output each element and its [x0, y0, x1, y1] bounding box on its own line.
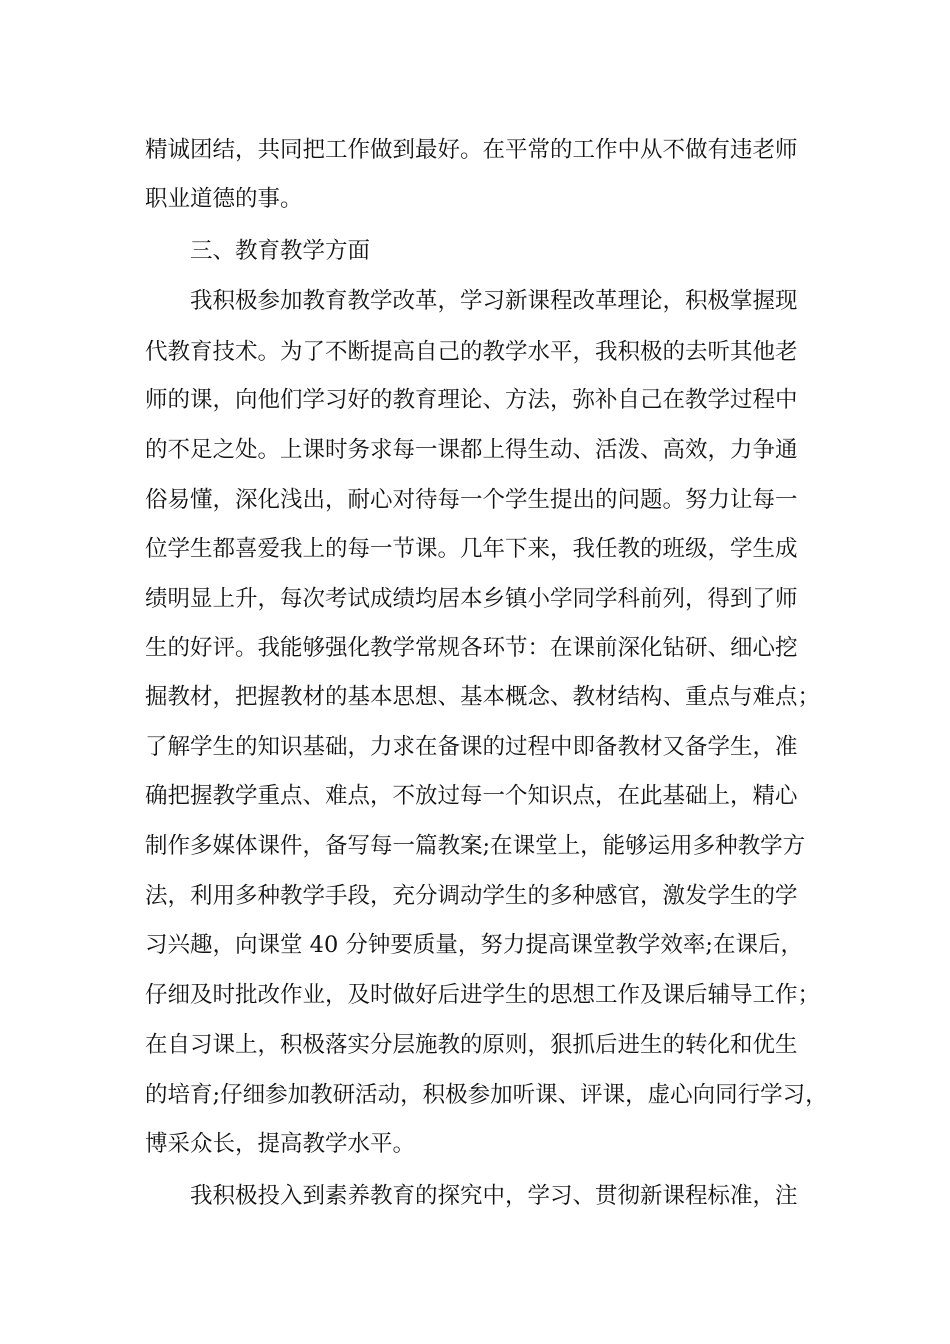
text-line: 了解学生的知识基础，力求在备课的过程中即备教材又备学生，准: [145, 734, 798, 760]
text-line: 师的课，向他们学习好的教育理论、方法，弥补自己在教学过程中: [145, 387, 798, 413]
text-line: 掘教材，把握教材的基本思想、基本概念、教材结构、重点与难点；: [145, 684, 821, 710]
text-line: 生的好评。我能够强化教学常规各环节：在课前深化钻研、细心挖: [145, 635, 798, 661]
text-line: 的培育;仔细参加教研活动，积极参加听课、评课，虚心向同行学习，: [145, 1082, 828, 1108]
text-line: 我积极投入到素养教育的探究中，学习、贯彻新课程标准，注: [190, 1183, 798, 1209]
text-line: 位学生都喜爱我上的每一节课。几年下来，我任教的班级，学生成: [145, 536, 798, 562]
text-line: 在自习课上，积极落实分层施教的原则，狠抓后进生的转化和优生: [145, 1032, 798, 1058]
text-line: 法，利用多种教学手段，充分调动学生的多种感官，激发学生的学: [145, 883, 798, 909]
text-line: 习兴趣，向课堂 40 分钟要质量，努力提高课堂教学效率;在课后，: [145, 932, 804, 958]
text-line: 俗易懂，深化浅出，耐心对待每一个学生提出的问题。努力让每一: [145, 487, 798, 513]
text-line: 职业道德的事。: [145, 186, 303, 212]
text-line: 制作多媒体课件，备写每一篇教案;在课堂上，能够运用多种教学方: [145, 833, 806, 859]
text-line: 的不足之处。上课时务求每一课都上得生动、活泼、高效，力争通: [145, 437, 798, 463]
section-heading: 三、教育教学方面: [190, 238, 371, 264]
text-line: 仔细及时批改作业，及时做好后进学生的思想工作及课后辅导工作；: [145, 982, 821, 1008]
text-line: 精诚团结，共同把工作做到最好。在平常的工作中从不做有违老师: [145, 137, 798, 163]
text-line: 我积极参加教育教学改革，学习新课程改革理论，积极掌握现: [190, 288, 798, 314]
text-line: 绩明显上升，每次考试成绩均居本乡镇小学同学科前列，得到了师: [145, 586, 798, 612]
text-line: 代教育技术。为了不断提高自己的教学水平，我积极的去听其他老: [145, 339, 798, 365]
text-line: 博采众长，提高教学水平。: [145, 1131, 416, 1157]
text-line: 确把握教学重点、难点，不放过每一个知识点，在此基础上，精心: [145, 783, 798, 809]
